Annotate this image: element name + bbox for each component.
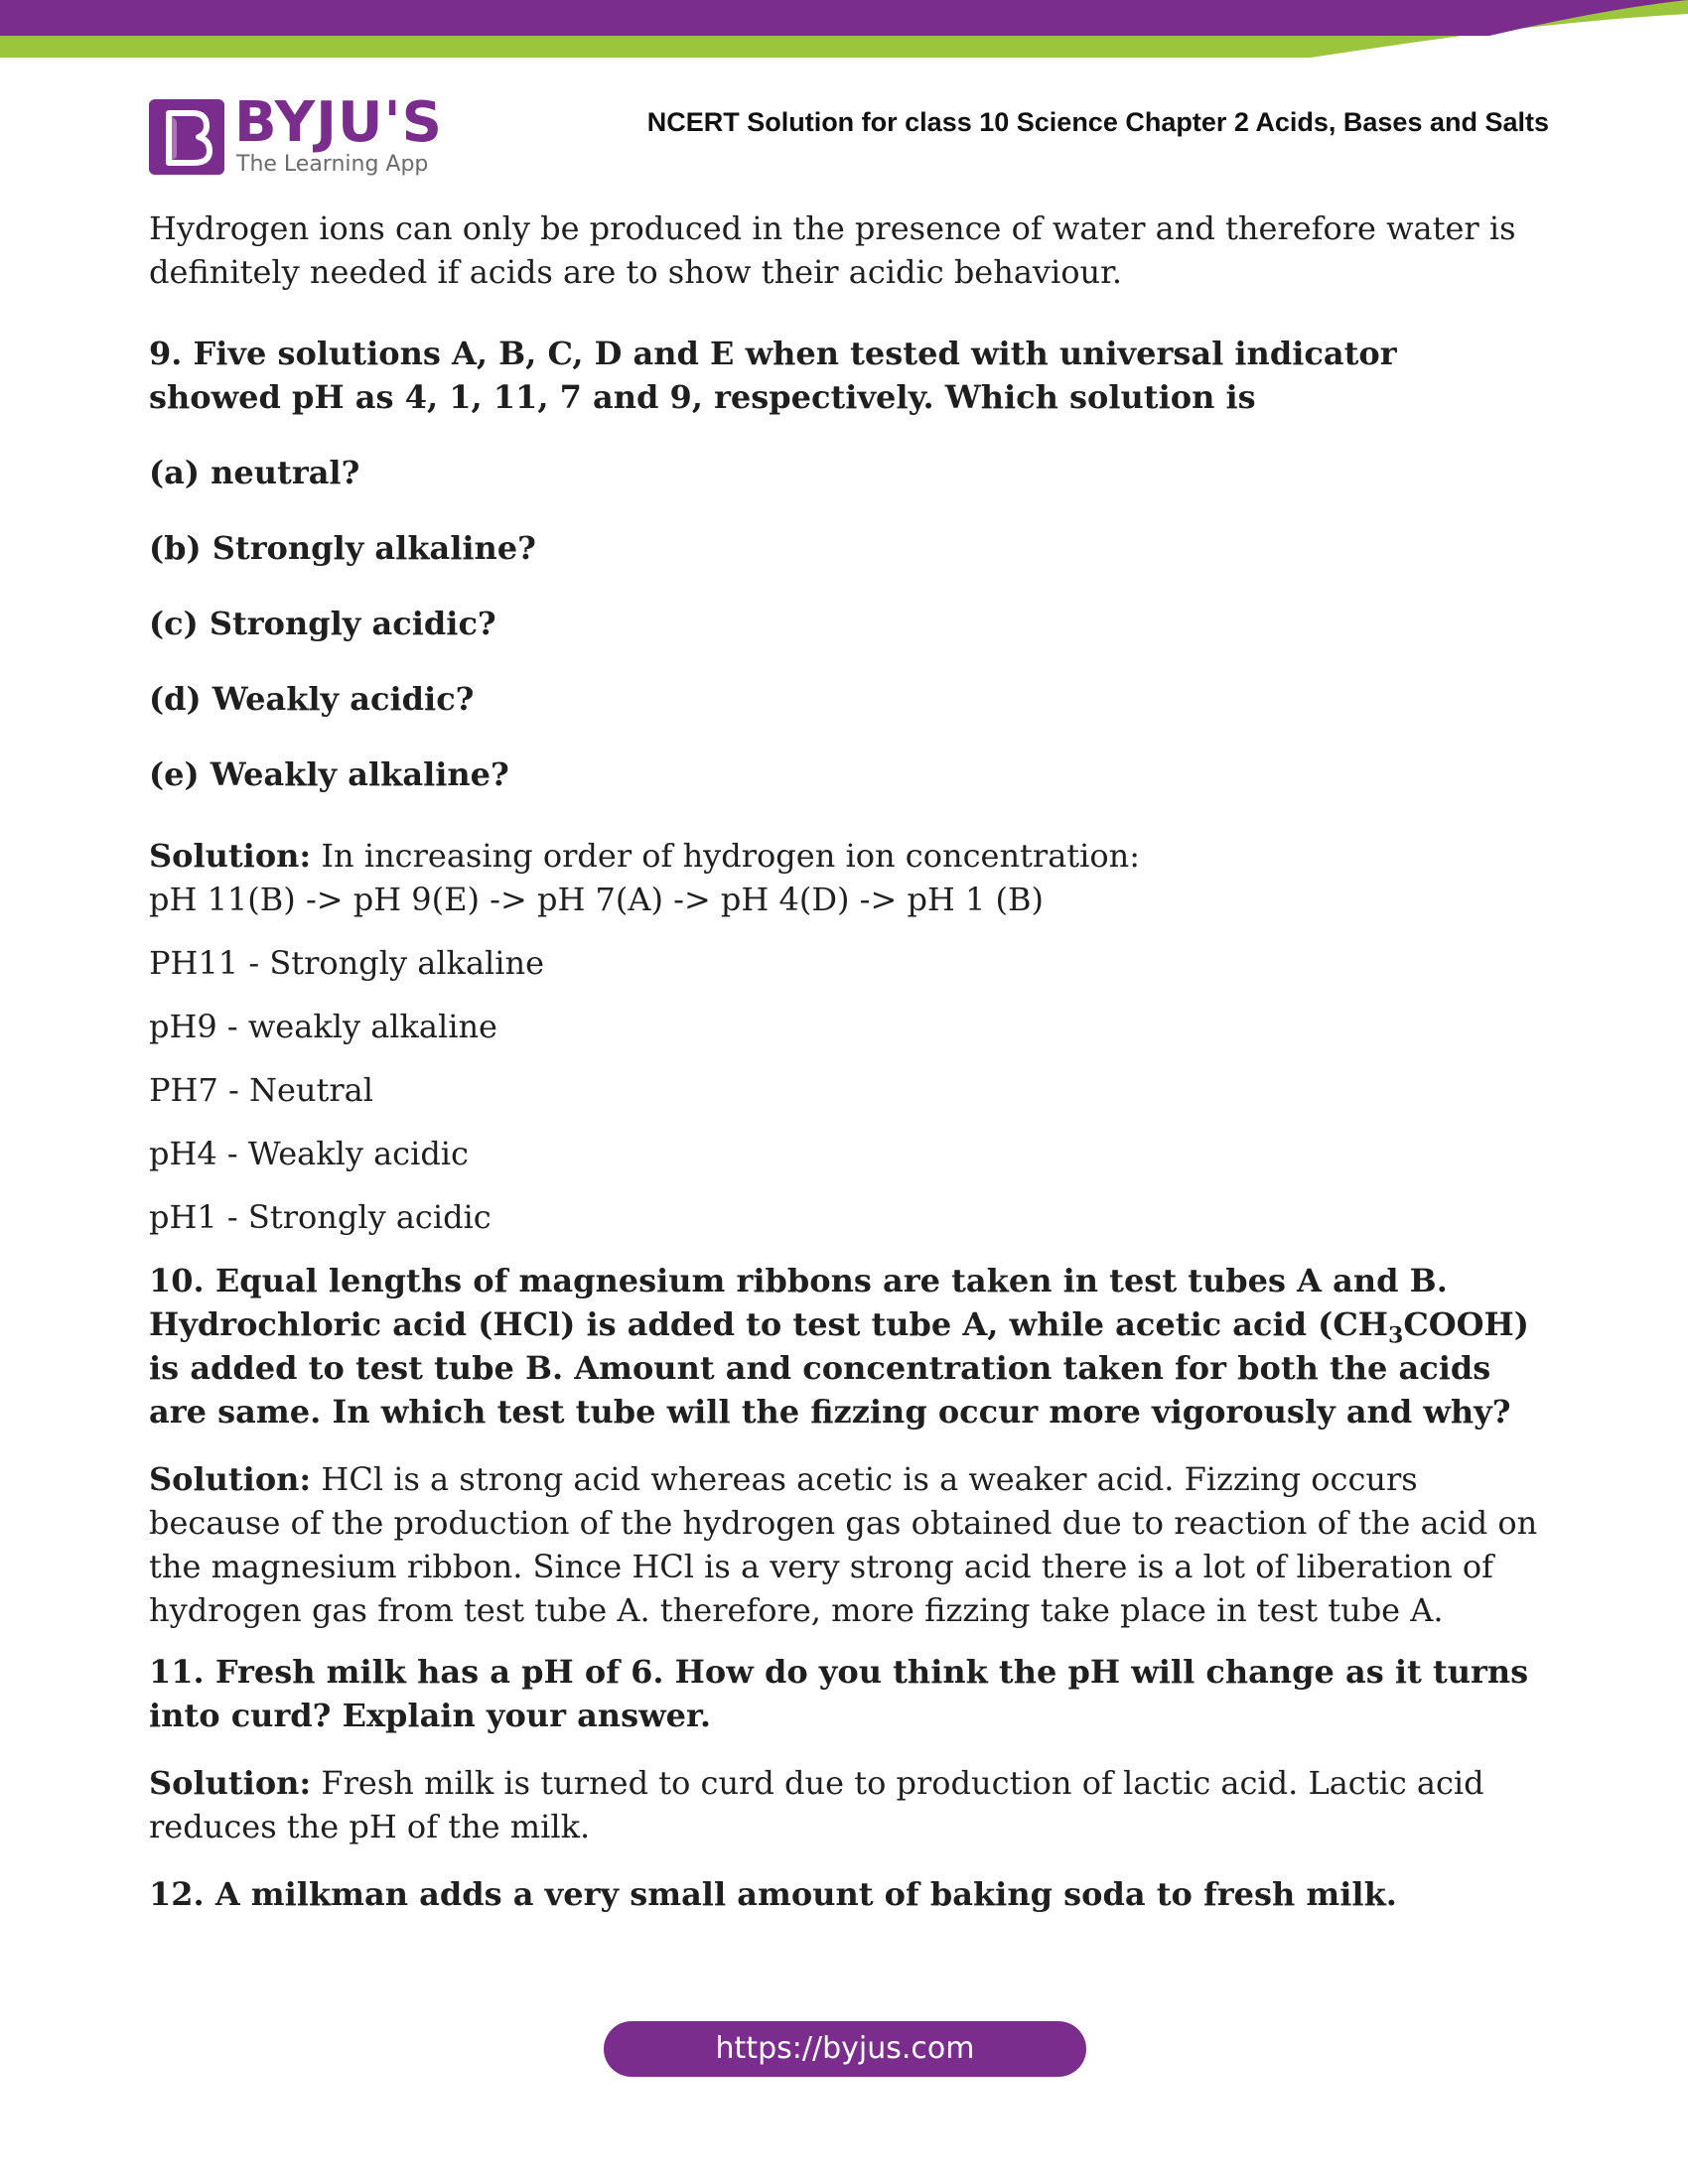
solution-label: Solution:	[149, 1764, 312, 1802]
ph-line: pH1 - Strongly acidic	[149, 1198, 492, 1236]
header-decorative-bar	[0, 0, 1688, 60]
question-12: 12. A milkman adds a very small amount of baking soda to fresh milk.	[149, 1875, 1397, 1913]
intro-paragraph: Hydrogen ions can only be produced in the presence of water and therefore water is definitely needed if acids are to show their acidic behaviour.	[149, 209, 1516, 291]
byjus-logo-mark-icon	[149, 99, 224, 175]
solution-label: Solution:	[149, 1460, 312, 1498]
solution-label: Solution:	[149, 837, 312, 875]
question-9-option-c: (c) Strongly acidic?	[149, 605, 496, 642]
footer-url-link[interactable]: https://byjus.com	[604, 2021, 1086, 2077]
question-10-solution	[149, 1457, 1539, 1632]
question-11: 11. Fresh milk has a pH of 6. How do you think the pH will change as it turns into curd? Explain your answer.	[149, 1653, 1529, 1734]
question-9: 9. Five solutions A, B, C, D and E when tested with universal indicator showed pH as 4, 1, 11, 7 and 9, respectively. Which solution is	[149, 335, 1397, 416]
byjus-logo[interactable]	[149, 90, 447, 181]
solution-text: In increasing order of hydrogen ion concentration:	[321, 837, 1141, 875]
question-9-option-d: (d) Weakly acidic?	[149, 680, 475, 718]
ph-order-line: pH 11(B) -> pH 9(E) -> pH 7(A) -> pH 4(D) -> pH 1 (B)	[149, 881, 1045, 918]
solution-text: HCl is a strong acid whereas acetic is a weaker acid. Fizzing occurs because of the production of the hydrogen gas obtained due to reaction of the acid on the magnesium ribbon. Since HCl is a very strong acid there is a lot of liberation of hydrogen gas from test tube A. therefore, more fizzing take place in test tube A.	[149, 1460, 1538, 1629]
ph-line: pH4 - Weakly acidic	[149, 1135, 469, 1172]
document-title: NCERT Solution for class 10 Science Chapter 2 Acids, Bases and Salts	[646, 107, 1549, 137]
question-9-solution	[149, 834, 1539, 878]
question-11-solution	[149, 1761, 1539, 1848]
solution-text: Fresh milk is turned to curd due to production of lactic acid. Lactic acid reduces the pH of the milk.	[149, 1764, 1484, 1845]
ph-line: PH7 - Neutral	[149, 1071, 373, 1109]
question-10	[149, 1259, 1539, 1433]
document-body	[149, 206, 1539, 1916]
page-header	[149, 90, 1559, 187]
logo-name: BYJU'S	[234, 90, 443, 155]
question-9-option-e: (e) Weakly alkaline?	[149, 755, 509, 793]
question-9-option-a: (a) neutral?	[149, 454, 360, 491]
question-10-part1: 10. Equal lengths of magnesium ribbons are taken in test tubes A and B. Hydrochloric acid (HCl) is added to test tube A, while acetic acid (CH	[149, 1262, 1448, 1343]
ph-line: pH9 - weakly alkaline	[149, 1008, 497, 1045]
question-10-part2: COOH) is added to test tube B. Amount and concentration taken for both the acids are same. In which test tube will the fizzing occur more vigorously and why?	[149, 1305, 1529, 1431]
formula-subscript: 3	[1388, 1322, 1404, 1349]
logo-tagline: The Learning App	[236, 152, 429, 177]
ph-line: PH11 - Strongly alkaline	[149, 944, 545, 982]
question-9-option-b: (b) Strongly alkaline?	[149, 529, 536, 567]
